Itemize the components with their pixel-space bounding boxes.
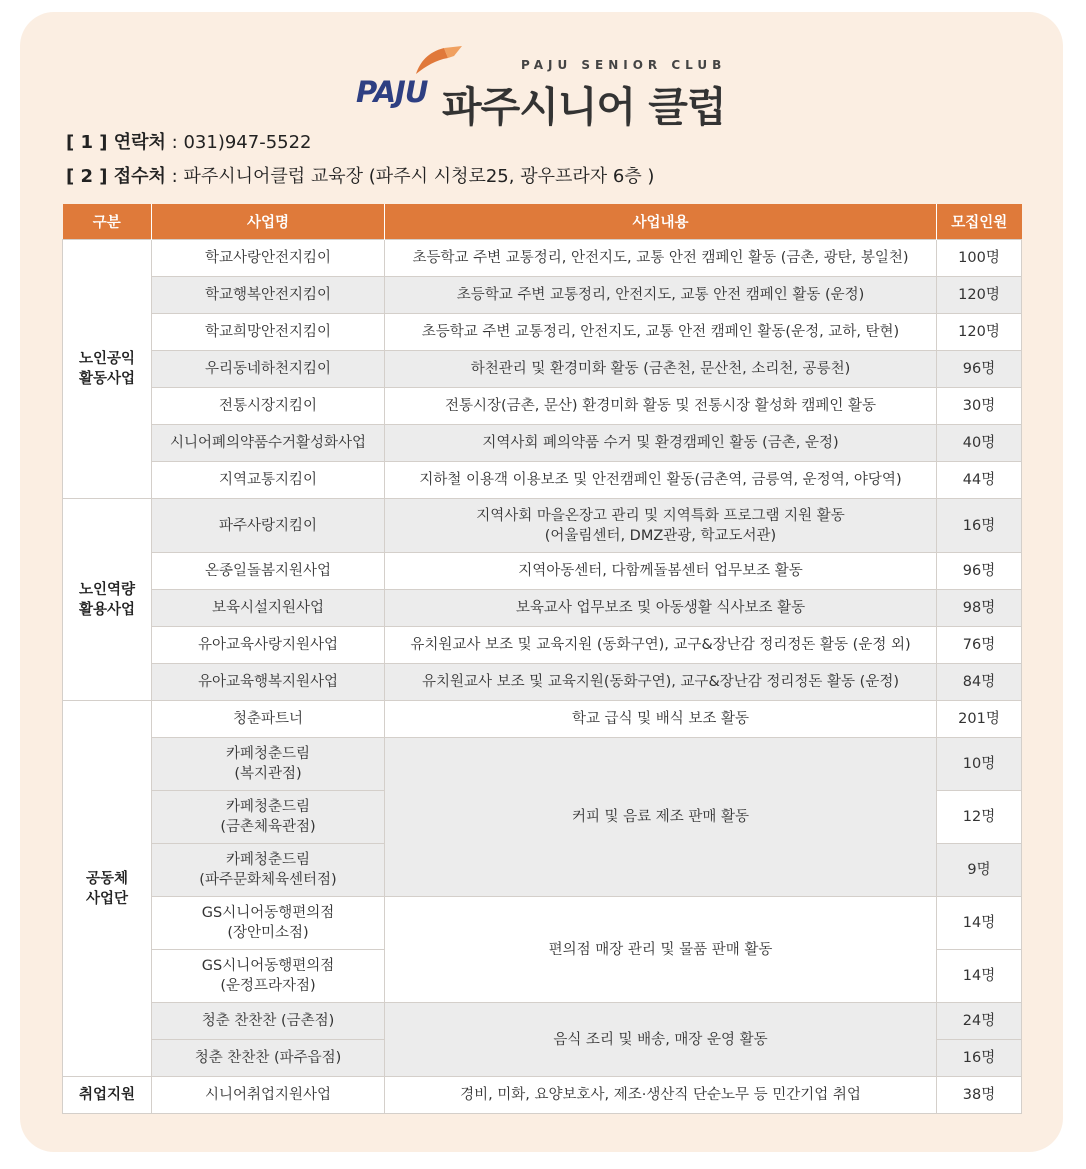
recruit-count: 76명 — [937, 627, 1022, 664]
table-row — [63, 701, 1022, 738]
program-desc: 유치원교사 보조 및 교육지원(동화구연), 교구&장난감 정리정돈 활동 (운정) — [385, 664, 937, 701]
kite-icon — [398, 44, 468, 78]
program-desc: 지역아동센터, 다함께돌봄센터 업무보조 활동 — [385, 553, 937, 590]
contact-value: : 031)947-5522 — [165, 132, 312, 153]
program-name: 유아교육행복지원사업 — [152, 664, 385, 701]
program-name: 지역교통지킴이 — [152, 462, 385, 499]
table-row — [63, 897, 1022, 950]
program-name: 우리동네하천지킴이 — [152, 351, 385, 388]
program-name: 카페청춘드림 (금촌체육관점) — [152, 791, 385, 844]
program-desc: 지하철 이용객 이용보조 및 안전캠페인 활동(금촌역, 금릉역, 운정역, 야당역) — [385, 462, 937, 499]
recruit-count: 98명 — [937, 590, 1022, 627]
program-name: 시니어폐의약품수거활성화사업 — [152, 425, 385, 462]
program-name: 보육시설지원사업 — [152, 590, 385, 627]
logo-brand-en: PAJU — [356, 75, 428, 109]
program-name: 학교행복안전지킴이 — [152, 277, 385, 314]
table-row — [63, 351, 1022, 388]
category-cell: 공동체 사업단 — [63, 701, 152, 1077]
table-header-row — [63, 204, 1022, 240]
program-name: GS시니어동행편의점 (운정프라자점) — [152, 950, 385, 1003]
table-row — [63, 240, 1022, 277]
recruit-count: 120명 — [937, 277, 1022, 314]
recruit-count: 16명 — [937, 1040, 1022, 1077]
program-name: 청춘 찬찬찬 (금촌점) — [152, 1003, 385, 1040]
program-name: 파주사랑지킴이 — [152, 499, 385, 553]
table-row — [63, 590, 1022, 627]
header-recruit-count: 모집인원 — [937, 204, 1022, 240]
recruit-count: 16명 — [937, 499, 1022, 553]
program-desc: 전통시장(금촌, 문산) 환경미화 활동 및 전통시장 활성화 캠페인 활동 — [385, 388, 937, 425]
table-row — [63, 462, 1022, 499]
contact-line — [66, 128, 312, 154]
category-cell: 취업지원 — [63, 1077, 152, 1114]
recruit-count: 96명 — [937, 553, 1022, 590]
recruit-count: 14명 — [937, 897, 1022, 950]
program-name: 유아교육사랑지원사업 — [152, 627, 385, 664]
program-name: 카페청춘드림 (복지관점) — [152, 738, 385, 791]
program-desc: 하천관리 및 환경미화 활동 (금촌천, 문산천, 소리천, 공릉천) — [385, 351, 937, 388]
program-name: 청춘파트너 — [152, 701, 385, 738]
program-desc: 초등학교 주변 교통정리, 안전지도, 교통 안전 캠페인 활동(운정, 교하, 탄현) — [385, 314, 937, 351]
program-name: 청춘 찬찬찬 (파주읍점) — [152, 1040, 385, 1077]
program-desc: 학교 급식 및 배식 보조 활동 — [385, 701, 937, 738]
recruit-count: 38명 — [937, 1077, 1022, 1114]
recruit-count: 40명 — [937, 425, 1022, 462]
program-desc: 음식 조리 및 배송, 매장 운영 활동 — [385, 1003, 937, 1077]
program-desc: 유치원교사 보조 및 교육지원 (동화구연), 교구&장난감 정리정돈 활동 (운정 외) — [385, 627, 937, 664]
table-row — [63, 499, 1022, 553]
program-table — [62, 204, 1022, 1114]
table-row — [63, 664, 1022, 701]
logo — [356, 44, 736, 131]
recruit-count: 44명 — [937, 462, 1022, 499]
program-name: 전통시장지킴이 — [152, 388, 385, 425]
table-row — [63, 627, 1022, 664]
recruit-count: 201명 — [937, 701, 1022, 738]
program-name: GS시니어동행편의점 (장안미소점) — [152, 897, 385, 950]
recruit-count: 30명 — [937, 388, 1022, 425]
program-desc: 지역사회 폐의약품 수거 및 환경캠페인 활동 (금촌, 운정) — [385, 425, 937, 462]
program-desc: 보육교사 업무보조 및 아동생활 식사보조 활동 — [385, 590, 937, 627]
program-name: 학교사랑안전지킴이 — [152, 240, 385, 277]
reception-value: : 파주시니어클럽 교육장 (파주시 시청로25, 광우프라자 6층 ) — [165, 166, 655, 187]
logo-brand-ko: 파주시니어 클럽 — [442, 83, 726, 131]
category-cell: 노인공익 활동사업 — [63, 240, 152, 499]
program-desc: 지역사회 마을온장고 관리 및 지역특화 프로그램 지원 활동 (어울림센터, DMZ관광, 학교도서관) — [385, 499, 937, 553]
program-desc: 경비, 미화, 요양보호사, 제조·생산직 단순노무 등 민간기업 취업 — [385, 1077, 937, 1114]
recruit-count: 12명 — [937, 791, 1022, 844]
table-row — [63, 553, 1022, 590]
program-name: 시니어취업지원사업 — [152, 1077, 385, 1114]
logo-tagline: PAJU SENIOR CLUB — [521, 58, 727, 72]
table-row — [63, 738, 1022, 791]
reception-line — [66, 162, 654, 188]
table-row — [63, 1003, 1022, 1040]
category-cell: 노인역량 활용사업 — [63, 499, 152, 701]
contact-label: [ 1 ] 연락처 — [66, 132, 166, 153]
recruit-count: 24명 — [937, 1003, 1022, 1040]
program-name: 학교희망안전지킴이 — [152, 314, 385, 351]
program-desc: 초등학교 주변 교통정리, 안전지도, 교통 안전 캠페인 활동 (운정) — [385, 277, 937, 314]
recruit-count: 100명 — [937, 240, 1022, 277]
reception-label: [ 2 ] 접수처 — [66, 166, 166, 187]
program-name: 온종일돌봄지원사업 — [152, 553, 385, 590]
header-category: 구분 — [63, 204, 152, 240]
table-row — [63, 277, 1022, 314]
table-row — [63, 425, 1022, 462]
header-program-name: 사업명 — [152, 204, 385, 240]
table-row — [63, 314, 1022, 351]
program-desc: 편의점 매장 관리 및 물품 판매 활동 — [385, 897, 937, 1003]
header-program-desc: 사업내용 — [385, 204, 937, 240]
table-row — [63, 388, 1022, 425]
recruit-count: 14명 — [937, 950, 1022, 1003]
program-name: 카페청춘드림 (파주문화체육센터점) — [152, 844, 385, 897]
table-row — [63, 1077, 1022, 1114]
program-desc: 커피 및 음료 제조 판매 활동 — [385, 738, 937, 897]
recruit-count: 10명 — [937, 738, 1022, 791]
program-desc: 초등학교 주변 교통정리, 안전지도, 교통 안전 캠페인 활동 (금촌, 광탄, 봉일천) — [385, 240, 937, 277]
recruit-count: 9명 — [937, 844, 1022, 897]
recruit-count: 120명 — [937, 314, 1022, 351]
recruit-count: 96명 — [937, 351, 1022, 388]
recruit-count: 84명 — [937, 664, 1022, 701]
